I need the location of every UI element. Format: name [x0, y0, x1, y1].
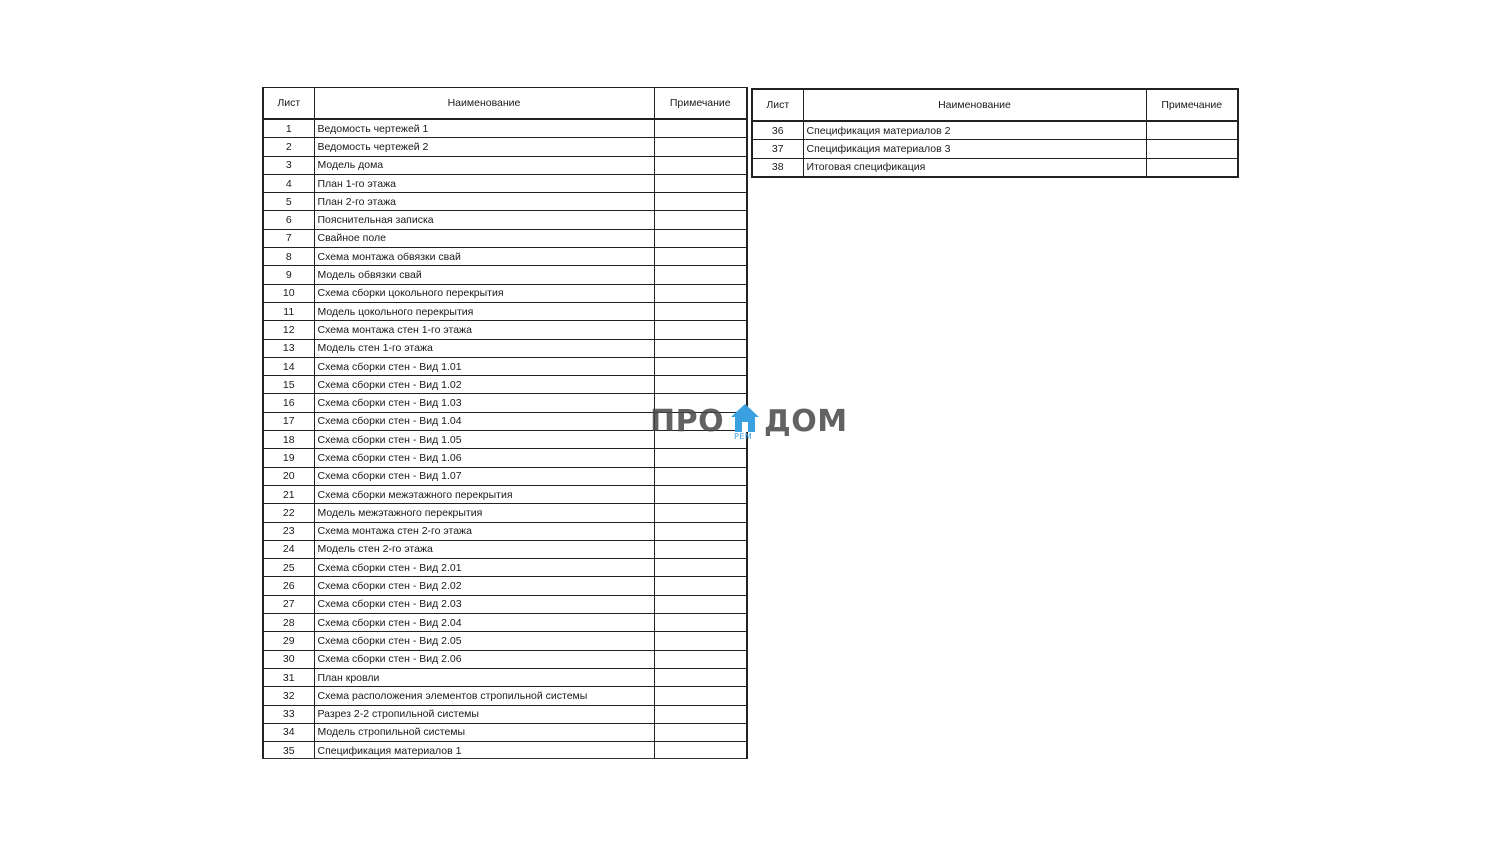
sheet-name-cell: Схема сборки стен - Вид 1.07 [314, 467, 654, 485]
table-row [263, 632, 747, 650]
sheet-number-cell: 14 [263, 357, 314, 375]
note-cell [654, 357, 747, 375]
sheet-number-cell: 24 [263, 540, 314, 558]
sheet-number-cell: 5 [263, 193, 314, 211]
note-cell [654, 174, 747, 192]
sheet-name-cell: Модель межэтажного перекрытия [314, 504, 654, 522]
sheet-name-cell: Схема сборки стен - Вид 1.05 [314, 431, 654, 449]
table-row [263, 705, 747, 723]
sheet-name-cell: Модель стропильной системы [314, 723, 654, 741]
sheet-number-cell: 36 [752, 121, 803, 140]
table-row [263, 357, 747, 375]
sheet-number-cell: 15 [263, 376, 314, 394]
sheet-number-cell: 1 [263, 119, 314, 138]
sheet-name-cell: Схема сборки стен - Вид 2.06 [314, 650, 654, 668]
sheet-number-cell: 10 [263, 284, 314, 302]
sheet-number-cell: 9 [263, 266, 314, 284]
header-sheet: Лист [263, 88, 314, 120]
sheet-name-cell: План кровли [314, 668, 654, 686]
table-row [263, 229, 747, 247]
sheet-number-cell: 31 [263, 668, 314, 686]
note-cell [654, 485, 747, 503]
table-row [752, 121, 1238, 140]
note-cell [654, 650, 747, 668]
sheet-number-cell: 3 [263, 156, 314, 174]
sheet-number-cell: 30 [263, 650, 314, 668]
header-sheet: Лист [752, 89, 803, 121]
sheet-name-cell: Модель стен 1-го этажа [314, 339, 654, 357]
note-cell [654, 687, 747, 705]
sheet-name-cell: Схема сборки цокольного перекрытия [314, 284, 654, 302]
sheet-name-cell: Схема монтажа стен 2-го этажа [314, 522, 654, 540]
table-row [263, 522, 747, 540]
watermark-logo [650, 400, 850, 444]
note-cell [654, 193, 747, 211]
sheet-name-cell: Схема сборки межэтажного перекрытия [314, 485, 654, 503]
table-row [263, 248, 747, 266]
sheet-name-cell: Схема сборки стен - Вид 1.04 [314, 412, 654, 430]
note-cell [654, 668, 747, 686]
table-row [263, 119, 747, 138]
sheet-number-cell: 33 [263, 705, 314, 723]
watermark-text-left: ПРО [650, 404, 725, 439]
table-row [263, 723, 747, 741]
note-cell [654, 211, 747, 229]
table-row [263, 321, 747, 339]
header-note: Примечание [654, 88, 747, 120]
sheet-name-cell: Ведомость чертежей 1 [314, 119, 654, 138]
sheet-name-cell: План 2-го этажа [314, 193, 654, 211]
house-icon [730, 402, 760, 434]
table-row [263, 650, 747, 668]
table-row [263, 668, 747, 686]
sheet-number-cell: 38 [752, 158, 803, 177]
note-cell [654, 705, 747, 723]
note-cell [654, 522, 747, 540]
sheet-number-cell: 23 [263, 522, 314, 540]
table-row [263, 156, 747, 174]
sheet-number-cell: 7 [263, 229, 314, 247]
note-cell [654, 577, 747, 595]
sheet-number-cell: 20 [263, 467, 314, 485]
sheet-number-cell: 34 [263, 723, 314, 741]
sheet-number-cell: 22 [263, 504, 314, 522]
table-row [263, 540, 747, 558]
sheet-name-cell: Итоговая спецификация [803, 158, 1146, 177]
note-cell [654, 376, 747, 394]
sheet-name-cell: Спецификация материалов 2 [803, 121, 1146, 140]
note-cell [654, 504, 747, 522]
sheet-number-cell: 16 [263, 394, 314, 412]
note-cell [654, 302, 747, 320]
table-row [263, 485, 747, 503]
note-cell [654, 138, 747, 156]
note-cell [654, 614, 747, 632]
sheet-name-cell: Схема сборки стен - Вид 1.01 [314, 357, 654, 375]
header-note: Примечание [1146, 89, 1238, 121]
header-name: Наименование [314, 88, 654, 120]
sheet-name-cell: Спецификация материалов 1 [314, 742, 654, 760]
table-header-row [752, 89, 1238, 121]
sheet-name-cell: Схема сборки стен - Вид 2.04 [314, 614, 654, 632]
table-row [263, 376, 747, 394]
note-cell [1146, 158, 1238, 177]
sheet-number-cell: 37 [752, 140, 803, 158]
sheet-number-cell: 18 [263, 431, 314, 449]
sheet-name-cell: Схема сборки стен - Вид 1.03 [314, 394, 654, 412]
note-cell [654, 559, 747, 577]
sheet-name-cell: Схема сборки стен - Вид 2.01 [314, 559, 654, 577]
sheet-number-cell: 12 [263, 321, 314, 339]
sheet-name-cell: Модель обвязки свай [314, 266, 654, 284]
sheet-name-cell: Модель цокольного перекрытия [314, 302, 654, 320]
note-cell [1146, 140, 1238, 158]
note-cell [654, 266, 747, 284]
table-row [263, 339, 747, 357]
table-row [752, 140, 1238, 158]
table-row [263, 595, 747, 613]
sheet-number-cell: 2 [263, 138, 314, 156]
sheet-number-cell: 28 [263, 614, 314, 632]
sheet-name-cell: Пояснительная записка [314, 211, 654, 229]
note-cell [654, 248, 747, 266]
note-cell [1146, 121, 1238, 140]
table-row [263, 193, 747, 211]
note-cell [654, 229, 747, 247]
sheet-number-cell: 21 [263, 485, 314, 503]
table-row [263, 504, 747, 522]
table-row [263, 559, 747, 577]
note-cell [654, 339, 747, 357]
table-body [752, 121, 1238, 177]
sheet-number-cell: 13 [263, 339, 314, 357]
sheet-name-cell: Схема монтажа обвязки свай [314, 248, 654, 266]
note-cell [654, 723, 747, 741]
sheet-number-cell: 25 [263, 559, 314, 577]
note-cell [654, 467, 747, 485]
sheet-number-cell: 27 [263, 595, 314, 613]
table-row [752, 158, 1238, 177]
table-row [263, 302, 747, 320]
table-row [263, 211, 747, 229]
sheet-number-cell: 17 [263, 412, 314, 430]
note-cell [654, 449, 747, 467]
sheet-number-cell: 8 [263, 248, 314, 266]
sheet-name-cell: Схема расположения элементов стропильной системы [314, 687, 654, 705]
sheet-name-cell: Схема сборки стен - Вид 2.05 [314, 632, 654, 650]
sheet-name-cell: Модель стен 2-го этажа [314, 540, 654, 558]
note-cell [654, 284, 747, 302]
sheet-name-cell: Схема сборки стен - Вид 2.03 [314, 595, 654, 613]
note-cell [654, 156, 747, 174]
note-cell [654, 119, 747, 138]
note-cell [654, 540, 747, 558]
note-cell [654, 632, 747, 650]
table-row [263, 614, 747, 632]
sheet-number-cell: 6 [263, 211, 314, 229]
watermark-subtext: РЕМ [734, 432, 753, 441]
sheet-name-cell: Модель дома [314, 156, 654, 174]
sheet-number-cell: 29 [263, 632, 314, 650]
sheet-name-cell: Схема сборки стен - Вид 1.02 [314, 376, 654, 394]
table-row [263, 174, 747, 192]
sheet-name-cell: Схема сборки стен - Вид 1.06 [314, 449, 654, 467]
table-row [263, 284, 747, 302]
sheet-name-cell: Спецификация материалов 3 [803, 140, 1146, 158]
drawing-list-table-right [751, 88, 1239, 178]
table-header-row [263, 88, 747, 120]
table-row [263, 138, 747, 156]
sheet-name-cell: Разрез 2-2 стропильной системы [314, 705, 654, 723]
note-cell [654, 595, 747, 613]
table-row [263, 467, 747, 485]
table-row [263, 687, 747, 705]
sheet-number-cell: 35 [263, 742, 314, 760]
sheet-number-cell: 19 [263, 449, 314, 467]
sheet-number-cell: 26 [263, 577, 314, 595]
table-row [263, 577, 747, 595]
table-row [263, 449, 747, 467]
watermark-text-right: ДОМ [764, 404, 848, 439]
sheet-name-cell: Свайное поле [314, 229, 654, 247]
sheet-name-cell: План 1-го этажа [314, 174, 654, 192]
header-name: Наименование [803, 89, 1146, 121]
note-cell [654, 321, 747, 339]
sheet-name-cell: Ведомость чертежей 2 [314, 138, 654, 156]
sheet-name-cell: Схема сборки стен - Вид 2.02 [314, 577, 654, 595]
sheet-name-cell: Схема монтажа стен 1-го этажа [314, 321, 654, 339]
page-clip [255, 759, 755, 844]
table-row [263, 266, 747, 284]
sheet-number-cell: 4 [263, 174, 314, 192]
sheet-number-cell: 11 [263, 302, 314, 320]
sheet-number-cell: 32 [263, 687, 314, 705]
